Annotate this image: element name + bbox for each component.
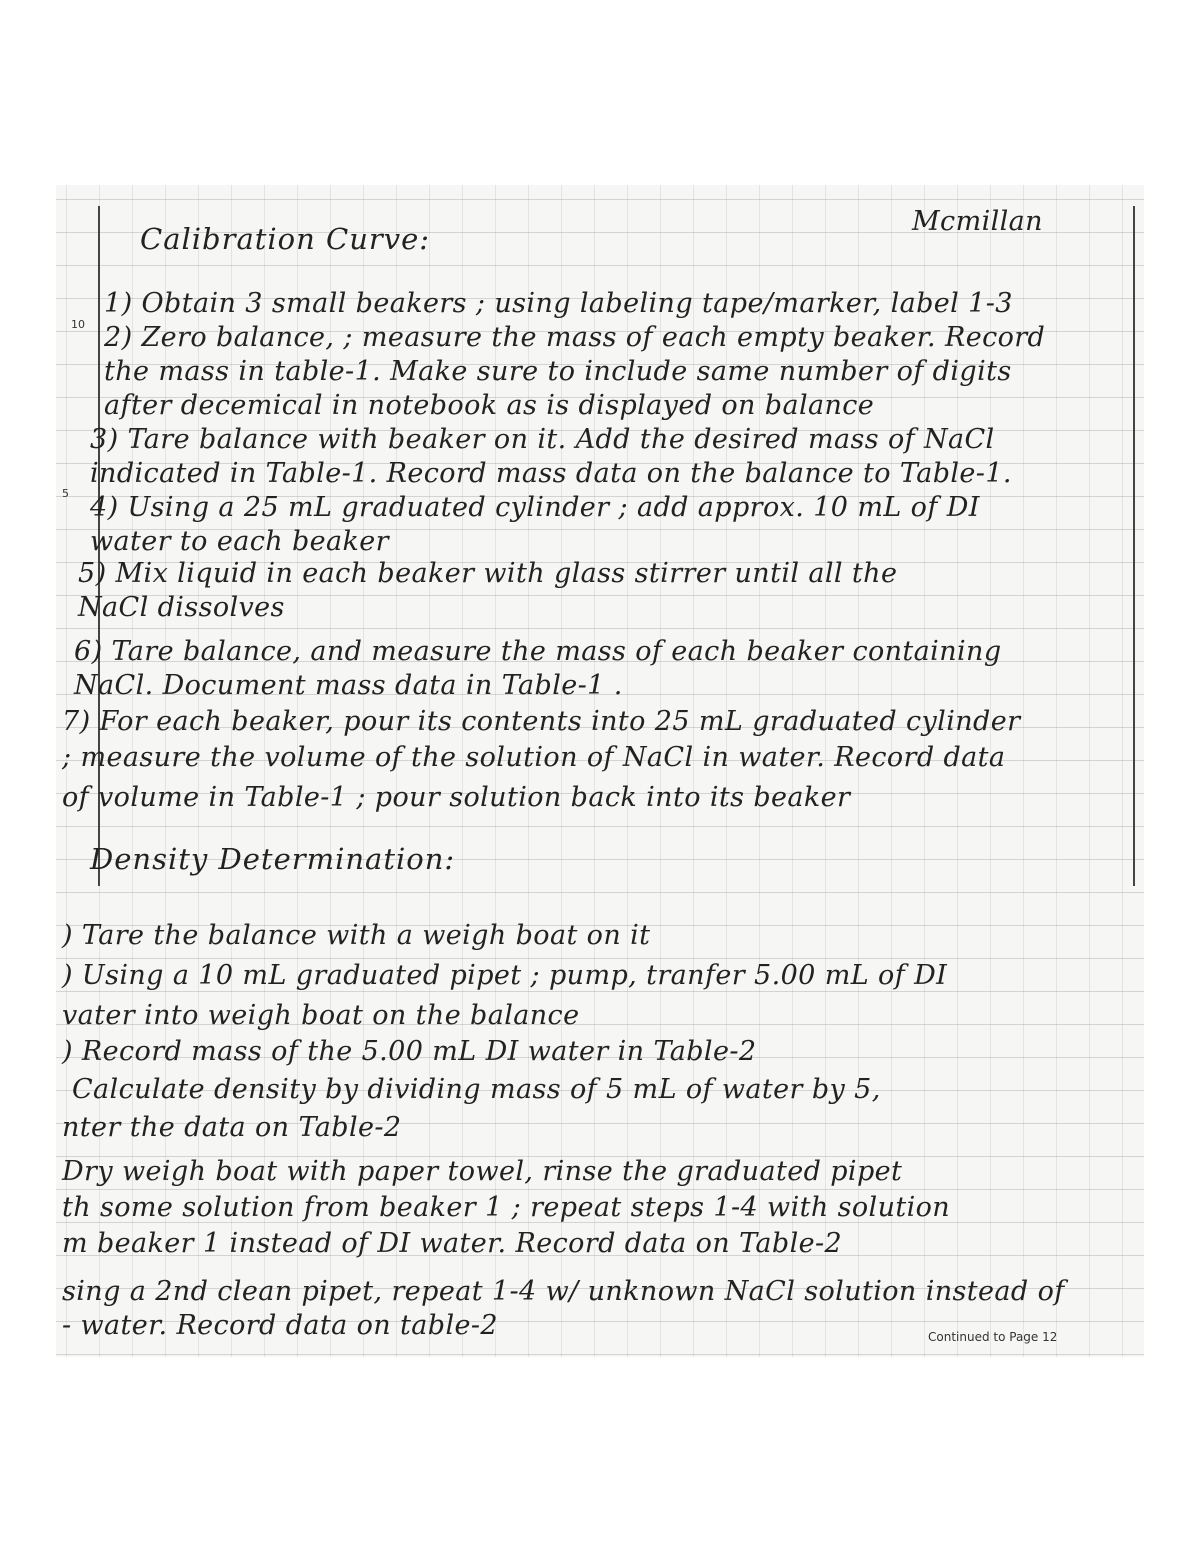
calibration-line: the mass in table-1. Make sure to include same number of digits [104, 356, 1012, 387]
calibration-line: 5) Mix liquid in each beaker with glass stirrer until all the [78, 558, 898, 589]
calibration-line: 2) Zero balance, ; measure the mass of each empty beaker. Record [104, 322, 1046, 353]
density-line: nter the data on Table-2 [62, 1112, 402, 1143]
margin-number: 10 [71, 318, 85, 331]
calibration-line: after decemical in notebook as is displayed on balance [104, 390, 875, 421]
calibration-line: 3) Tare balance with beaker on it. Add the desired mass of NaCl [90, 424, 995, 455]
density-line: ) Record mass of the 5.00 mL DI water in Table-2 [62, 1036, 757, 1067]
calibration-heading: Calibration Curve: [140, 222, 431, 256]
density-line: Calculate density by dividing mass of 5 mL of water by 5, [72, 1074, 881, 1105]
density-line: sing a 2nd clean pipet, repeat 1-4 w/ unknown NaCl solution instead of [62, 1276, 1065, 1307]
density-line: - water. Record data on table-2 [62, 1310, 498, 1341]
density-line: m beaker 1 instead of DI water. Record data on Table-2 [62, 1228, 843, 1259]
calibration-line: indicated in Table-1. Record mass data on the balance to Table-1. [90, 458, 1012, 489]
density-line: vater into weigh boat on the balance [62, 1000, 580, 1031]
density-line: ) Tare the balance with a weigh boat on it [62, 920, 651, 951]
calibration-line: 7) For each beaker, pour its contents into 25 mL graduated cylinder [62, 706, 1021, 737]
density-line: th some solution from beaker 1 ; repeat steps 1-4 with solution [62, 1192, 951, 1223]
calibration-line: 4) Using a 25 mL graduated cylinder ; add approx. 10 mL of DI [90, 492, 980, 523]
calibration-line: 6) Tare balance, and measure the mass of each beaker containing [74, 636, 1002, 667]
author-name: Mcmillan [912, 206, 1043, 237]
density-line: ) Using a 10 mL graduated pipet ; pump, tranfer 5.00 mL of DI [62, 960, 948, 991]
calibration-line: NaCl dissolves [78, 592, 285, 623]
box-right-border [1133, 206, 1135, 886]
margin-number: 5 [62, 487, 69, 500]
calibration-line: ; measure the volume of the solution of NaCl in water. Record data [62, 742, 1006, 773]
calibration-line: of volume in Table-1 ; pour solution back into its beaker [62, 782, 851, 813]
continued-note: Continued to Page 12 [928, 1330, 1058, 1344]
calibration-line: water to each beaker [90, 526, 389, 557]
density-line: Dry weigh boat with paper towel, rinse the graduated pipet [62, 1156, 903, 1187]
calibration-line: 1) Obtain 3 small beakers ; using labeling tape/marker, label 1-3 [104, 288, 1013, 319]
calibration-line: NaCl. Document mass data in Table-1 . [74, 670, 623, 701]
density-heading: Density Determination: [90, 842, 456, 876]
